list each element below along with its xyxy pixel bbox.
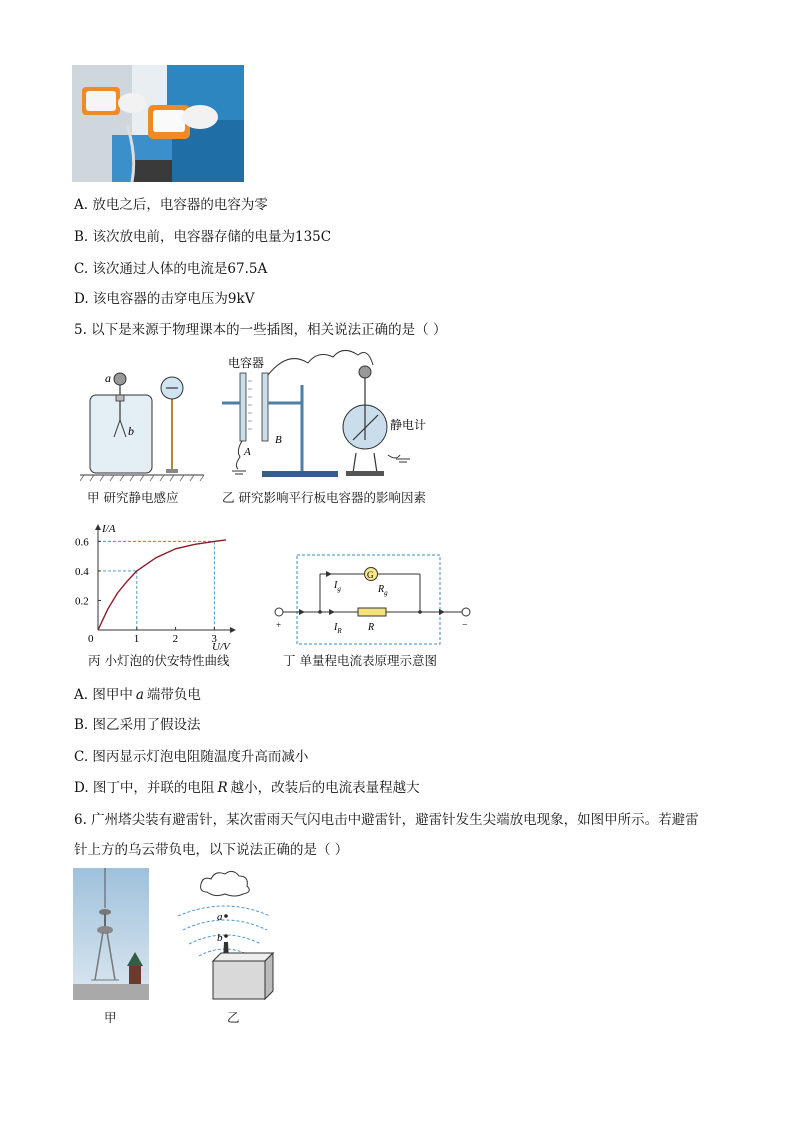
q4-option-c[interactable]: C. 该次通过人体的电流是67.5A xyxy=(74,261,268,277)
y-tick-label-1: 0.4 xyxy=(75,565,89,578)
cloud-icon xyxy=(201,871,250,896)
y-axis-label: I/A xyxy=(102,523,116,535)
x-tick-label-3: 3 xyxy=(211,633,217,645)
label-Rg: R xyxy=(378,584,385,595)
q6-stem-line1: 6. 广州塔尖装有避雷针，某次雷雨天气闪电击中避雷针，避雷针发生尖端放电现象，如图甲所示。若避雷 xyxy=(74,812,699,828)
fig-ding-caption: 丁 单量程电流表原理示意图 xyxy=(283,653,437,668)
q5-option-a-text: A. 图甲中 xyxy=(74,687,133,703)
label-electroscope: 静电计 xyxy=(390,418,427,432)
q5-option-d[interactable] xyxy=(74,776,420,796)
label-Ig: I xyxy=(334,580,338,591)
q4-option-b[interactable]: B. 该次放电前，电容器存储的电量为135C xyxy=(74,229,332,245)
x-axis-label: U/V xyxy=(212,641,230,652)
x-tick-label-2: 2 xyxy=(172,633,179,645)
q5-stem: 5. 以下是来源于物理课本的一些插图，相关说法正确的是（ ） xyxy=(74,322,447,338)
fig-yi-capacitor-electroscope xyxy=(218,345,443,488)
label-R: R xyxy=(368,622,375,633)
q6-stem-line2: 针上方的乌云带负电，以下说法正确的是（ ） xyxy=(74,842,349,858)
q5-option-b[interactable]: B. 图乙采用了假设法 xyxy=(74,717,201,733)
label-Rg-sub: g xyxy=(384,589,388,597)
iv-curve xyxy=(98,540,226,630)
label-capacitor: 电容器 xyxy=(228,356,265,370)
q5-option-d-var: R xyxy=(217,780,228,796)
y-tick-label-0: 0.2 xyxy=(75,595,89,608)
fig-ding-ammeter-schematic xyxy=(270,552,475,647)
label-b: b xyxy=(128,424,134,438)
fig-bing-caption: 丙 小灯泡的伏安特性曲线 xyxy=(88,653,230,668)
fig-bing-iv-chart xyxy=(68,522,238,652)
q5-option-a-var: a xyxy=(135,687,144,703)
label-A: A xyxy=(244,446,251,458)
fig-yi-caption: 乙 研究影响平行板电容器的影响因素 xyxy=(222,490,426,505)
q6-label-a: a xyxy=(217,911,223,923)
q5-option-c[interactable]: C. 图丙显示灯泡电阻随温度升高而减小 xyxy=(74,749,309,765)
y-tick-label-2: 0.6 xyxy=(75,536,89,549)
canton-tower-photo xyxy=(73,868,149,1000)
q4-option-a[interactable]: A. 放电之后，电容器的电容为零 xyxy=(74,197,268,213)
x-axis-arrow xyxy=(230,627,236,633)
q5-option-d-tail: 越小，改装后的电流表量程越大 xyxy=(230,780,420,796)
galvanometer-icon: G xyxy=(367,570,374,580)
label-plus: + xyxy=(276,620,282,630)
label-minus: − xyxy=(462,620,468,631)
q5-option-a[interactable] xyxy=(74,683,201,703)
svg-text:Ig xyxy=(333,580,341,593)
q6-fig-yi-caption: 乙 xyxy=(227,1010,240,1025)
y-axis-arrow xyxy=(95,524,101,530)
q4-option-d[interactable]: D. 该电容器的击穿电压为9kV xyxy=(74,291,255,307)
q6-fig-jia-caption: 甲 xyxy=(104,1010,117,1025)
label-Ig-sub: g xyxy=(337,585,341,593)
label-IR: I xyxy=(334,622,338,633)
x-tick-label-1: 1 xyxy=(133,633,140,645)
svg-text:Rg xyxy=(377,584,388,597)
q6-fig-yi-diagram xyxy=(175,866,275,1004)
fig-jia-electrostatic-induction xyxy=(80,365,205,485)
label-B: B xyxy=(275,434,282,446)
x-tick-label-0: 0 xyxy=(88,633,94,645)
svg-text:IR xyxy=(333,622,342,635)
label-IR-sub: R xyxy=(337,627,342,635)
q5-option-a-tail: 端带负电 xyxy=(146,687,201,703)
q5-option-d-text: D. 图丁中，并联的电阻 xyxy=(74,780,215,796)
label-a: a xyxy=(105,371,111,385)
q6-label-b: b xyxy=(217,932,223,944)
defibrillator-photo xyxy=(72,65,244,182)
fig-jia-caption: 甲 研究静电感应 xyxy=(87,490,179,505)
